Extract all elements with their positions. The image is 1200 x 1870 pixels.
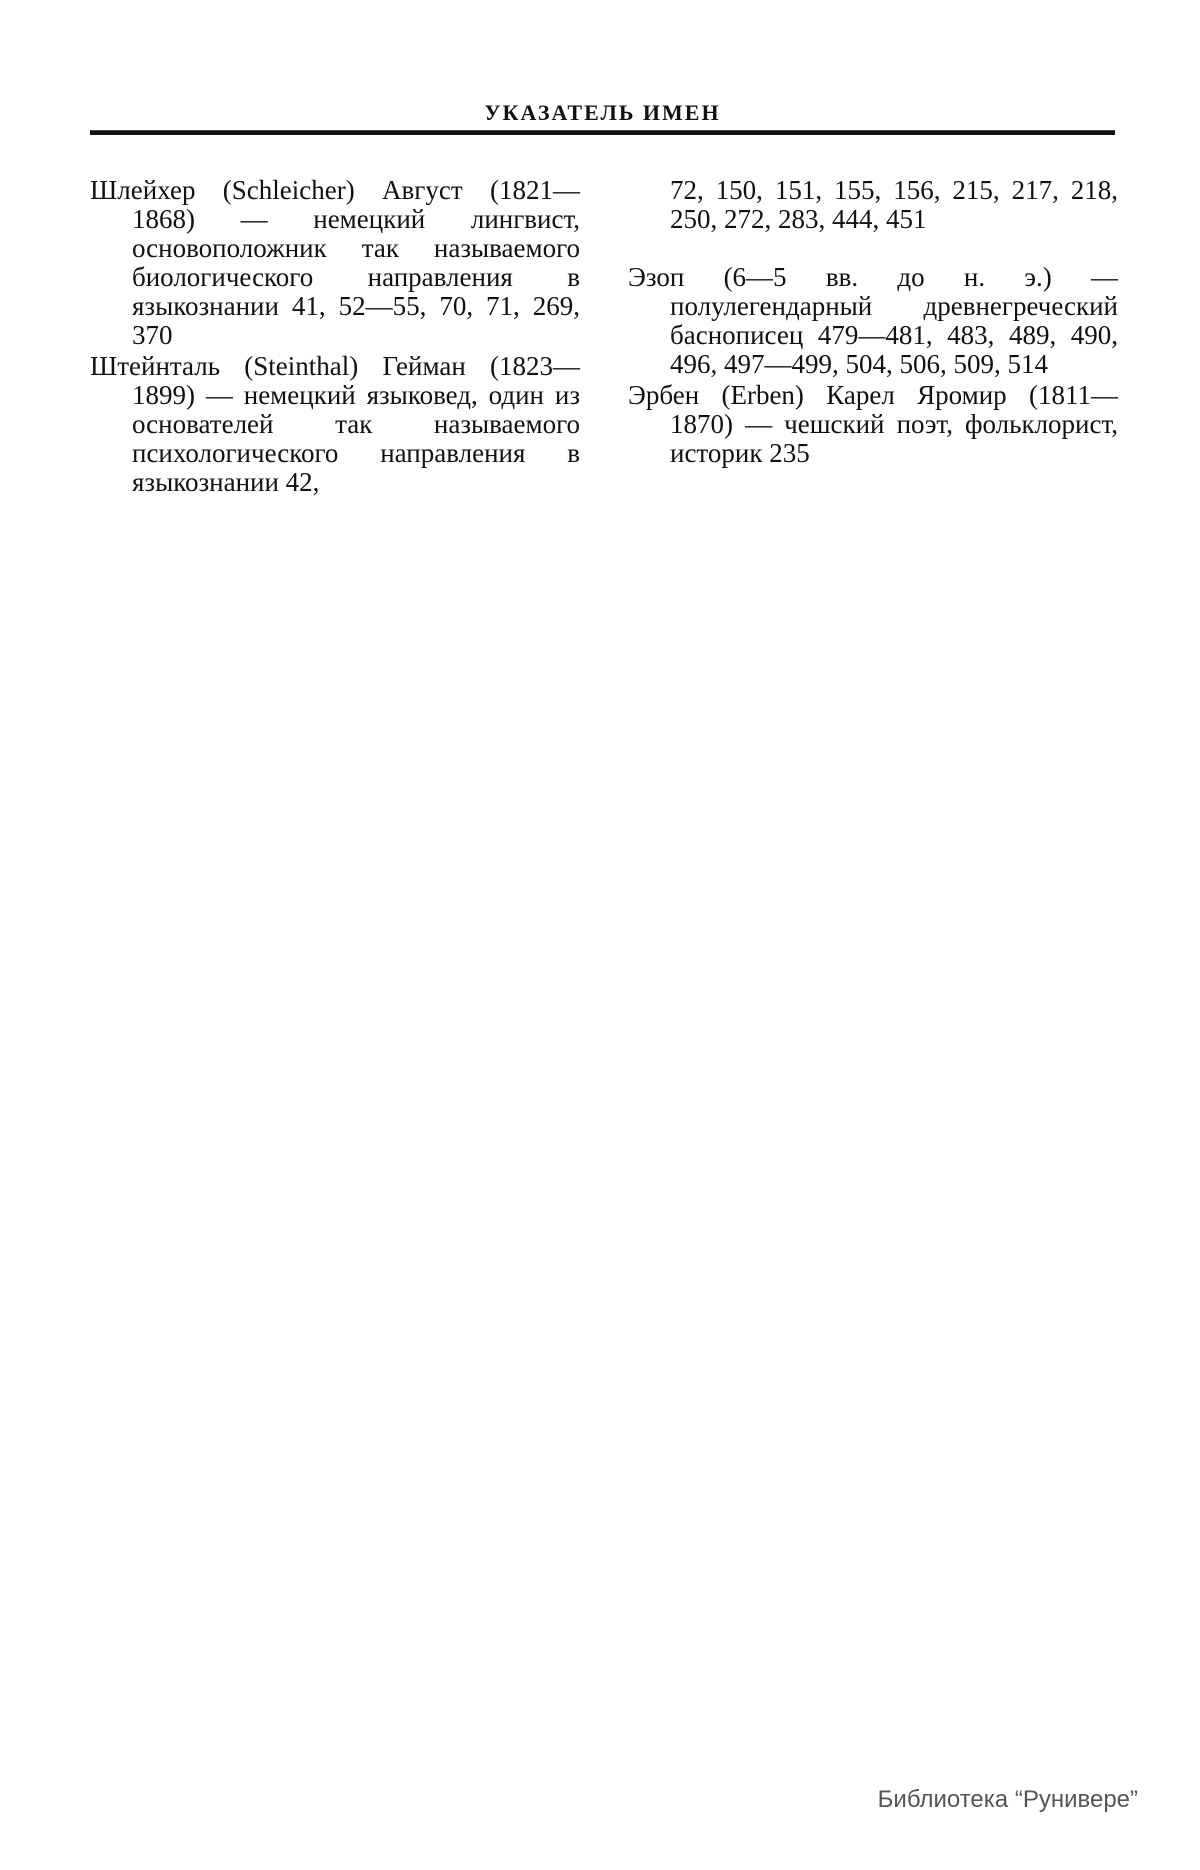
library-watermark: Библиотека “Рунивере” (877, 1786, 1138, 1813)
index-entry-erben: Эрбен (Erben) Карел Яромир (1811—1870) — чешский поэт, фольклорист, историк 235 (628, 380, 1118, 468)
page-header (90, 92, 1115, 142)
header-rule (90, 130, 1115, 135)
page-title: УКАЗАТЕЛЬ ИМЕН (484, 100, 721, 125)
index-entry-continuation: 72, 150, 151, 155, 156, 215, 217, 218, 250, 272, 283, 444, 451 (670, 175, 1118, 234)
index-entry-schleicher: Шлейхер (Schleicher) Август (1821—1868) — немецкий лингвист, основоположник так называемого биологического направления в языкознании 41, 52—55, 70, 71, 269, 370 (90, 175, 580, 350)
index-column-left (90, 176, 580, 497)
index-entry-aesop: Эзоп (6—5 вв. до н. э.) — полулегендарный древнегреческий баснописец 479—481, 483, 489, 490, 496, 497—499, 504, 506, 509, 514 (628, 262, 1118, 379)
index-column-right (628, 176, 1118, 468)
index-entry-steinthal: Штейнталь (Steinthal) Гейман (1823—1899) — немецкий языковед, один из основателей так называемого психологического направления в языкознании 42, (90, 351, 580, 497)
